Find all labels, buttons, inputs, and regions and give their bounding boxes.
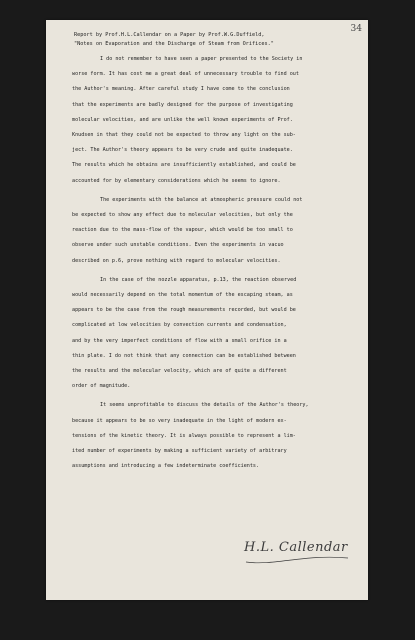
text-line: observe under such unstable conditions. Even the experiments in vacuo xyxy=(72,242,284,249)
handwritten-signature xyxy=(244,540,354,568)
text-line: assumptions and introducing a few indeterminate coefficients. xyxy=(72,463,260,470)
text-line: reaction due to the mass-flow of the vapour, which would be too small to xyxy=(72,227,293,234)
paragraph-1 xyxy=(72,52,372,189)
text-line: would necessarily depend on the total momentum of the escaping steam, as xyxy=(72,292,293,299)
text-line: thin plate. I do not think that any connection can be established between xyxy=(72,352,296,359)
text-line: worse form. It has cost me a great deal of unnecessary trouble to find out xyxy=(72,71,299,78)
text-line: ited number of experiments by making a sufficient variety of arbitrary xyxy=(72,448,287,455)
text-line: In the case of the nozzle apparatus, p.13, the reaction observed xyxy=(100,276,297,283)
text-line: tensions of the kinetic theory. It is always possible to represent a lim- xyxy=(72,432,296,439)
text-line: complicated at low velocities by convection currents and condensation, xyxy=(72,322,287,329)
text-line: appears to be the case from the rough measurements recorded, but would be xyxy=(72,307,296,314)
text-line: and by the very imperfect conditions of flow with a small orifice in a xyxy=(72,337,287,344)
signature-flourish xyxy=(244,540,354,568)
text-line: described on p.6, prove nothing with regard to molecular velocities. xyxy=(72,257,281,264)
text-line: The results which he obtains are insufficiently established, and could be xyxy=(72,162,296,169)
text-line: ject. The Author's theory appears to be very crude and quite inadequate. xyxy=(72,147,293,154)
paragraph-4 xyxy=(72,398,372,474)
text-line: accounted for by elementary considerations which he seems to ignore. xyxy=(72,177,281,184)
text-line: be expected to show any effect due to molecular velocities, but only the xyxy=(72,212,293,219)
text-line: order of magnitude. xyxy=(72,383,131,390)
text-line: the results and the molecular velocity, which are of quite a different xyxy=(72,368,287,375)
text-line: that the experiments are badly designed for the purpose of investigating xyxy=(72,101,293,108)
report-title: Report by Prof.H.L.Callendar on a Paper by Prof.W.G.Duffield, xyxy=(74,32,265,38)
text-line: molecular velocities, and are unlike the well known experiments of Prof. xyxy=(72,116,293,123)
page-number: 34 xyxy=(350,24,362,34)
paragraph-3 xyxy=(72,273,372,395)
document-page xyxy=(46,20,368,600)
report-text xyxy=(72,32,372,478)
signature-text: H.L. Callendar xyxy=(244,540,348,555)
text-line: I do not remember to have seen a paper presented to the Society in xyxy=(100,56,303,62)
paragraph-2 xyxy=(72,193,372,269)
text-line: the Author's meaning. After careful study I have come to the conclusion xyxy=(72,86,290,93)
text-line: Knudsen in that they could not be expected to throw any light on the sub- xyxy=(72,132,296,139)
text-line: The experiments with the balance at atmospheric pressure could not xyxy=(100,196,303,203)
paper-title: "Notes on Evaporation and the Discharge of Steam from Orifices." xyxy=(74,41,274,47)
text-line: It seems unprofitable to discuss the details of the Author's theory, xyxy=(100,402,309,409)
text-line: because it appears to be so very inadequate in the light of modern ex- xyxy=(72,417,287,424)
